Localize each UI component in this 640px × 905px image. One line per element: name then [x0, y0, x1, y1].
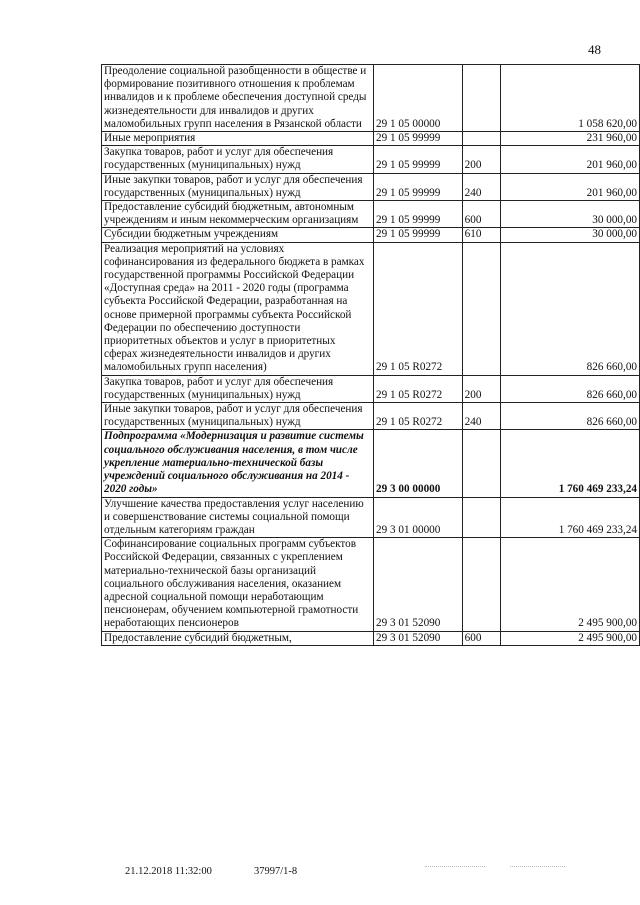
row-type-cell: 200: [462, 146, 501, 173]
row-amount-cell: 201 960,00: [501, 173, 640, 200]
row-code-cell: 29 1 05 99999: [374, 146, 463, 173]
row-name-cell: Закупка товаров, работ и услуг для обеспечения государственных (муниципальных) нужд: [102, 146, 374, 173]
row-type-cell: [462, 132, 501, 146]
row-amount-cell: 1 760 469 233,24: [501, 497, 640, 538]
table-row: [102, 132, 640, 146]
row-amount-cell: 1 760 469 233,24: [501, 430, 640, 497]
footer-timestamp: 21.12.2018 11:32:00: [125, 866, 212, 877]
table-row: [102, 430, 640, 497]
row-code-cell: 29 3 01 52090: [374, 631, 463, 645]
row-code-cell: 29 1 05 99999: [374, 228, 463, 242]
row-code-cell: 29 1 05 R0272: [374, 403, 463, 430]
row-amount-cell: 30 000,00: [501, 201, 640, 228]
row-type-cell: 240: [462, 403, 501, 430]
row-code-cell: 29 3 01 52090: [374, 538, 463, 631]
row-type-cell: 600: [462, 631, 501, 645]
row-amount-cell: 30 000,00: [501, 228, 640, 242]
row-name-cell: Субсидии бюджетным учреждениям: [102, 228, 374, 242]
table-row: [102, 173, 640, 200]
row-code-cell: 29 1 05 R0272: [374, 375, 463, 402]
scan-artifact: [510, 866, 565, 868]
row-code-cell: 29 1 05 00000: [374, 65, 463, 132]
row-type-cell: [462, 430, 501, 497]
row-code-cell: 29 3 00 00000: [374, 430, 463, 497]
budget-table: [101, 64, 640, 646]
row-type-cell: 600: [462, 201, 501, 228]
row-amount-cell: 826 660,00: [501, 375, 640, 402]
row-code-cell: 29 1 05 99999: [374, 173, 463, 200]
table-row: [102, 146, 640, 173]
row-amount-cell: 2 495 900,00: [501, 631, 640, 645]
row-name-cell: Предоставление субсидий бюджетным,: [102, 631, 374, 645]
row-amount-cell: 231 960,00: [501, 132, 640, 146]
table-row: [102, 201, 640, 228]
table-row: [102, 65, 640, 132]
row-amount-cell: 1 058 620,00: [501, 65, 640, 132]
row-code-cell: 29 1 05 R0272: [374, 242, 463, 375]
table-row: [102, 403, 640, 430]
row-code-cell: 29 3 01 00000: [374, 497, 463, 538]
row-name-cell: Реализация мероприятий на условиях софинансирования из федерального бюджета в рамках государственной программы Российской Федерации «Доступная среда» на 2011 - 2020 годы (программа субъекта Российской Федерации, разработанная на основе примерной программы субъекта Российской Федерации по обеспечению доступности приоритетных объектов и услуг в приоритетных сферах жизнедеятельности инвалидов и других маломобильных групп населения): [102, 242, 374, 375]
row-name-cell: Иные мероприятия: [102, 132, 374, 146]
row-type-cell: [462, 497, 501, 538]
row-type-cell: 610: [462, 228, 501, 242]
row-type-cell: [462, 538, 501, 631]
row-type-cell: [462, 242, 501, 375]
table-row: [102, 242, 640, 375]
row-type-cell: 240: [462, 173, 501, 200]
row-amount-cell: 826 660,00: [501, 242, 640, 375]
page-number: 48: [588, 42, 601, 57]
footer-document-number: 37997/1-8: [254, 866, 298, 877]
table-row: [102, 228, 640, 242]
row-name-cell: Софинансирование социальных программ субъектов Российской Федерации, связанных с укреплением материально-технической базы организаций социального обслуживания населения, оказанием адресной социальной помощи неработающим пенсионерам, обучением компьютерной грамотности неработающих пенсионеров: [102, 538, 374, 631]
row-name-cell: Иные закупки товаров, работ и услуг для обеспечения государственных (муниципальных) нужд: [102, 173, 374, 200]
row-type-cell: 200: [462, 375, 501, 402]
row-name-cell: Преодоление социальной разобщенности в обществе и формирование позитивного отношения к проблемам инвалидов и к проблеме обеспечения доступной среды жизнедеятельности для инвалидов и других маломобильных групп населения в Рязанской области: [102, 65, 374, 132]
scan-artifact: [425, 866, 485, 868]
row-type-cell: [462, 65, 501, 132]
budget-table-body: [102, 65, 640, 646]
row-code-cell: 29 1 05 99999: [374, 201, 463, 228]
row-code-cell: 29 1 05 99999: [374, 132, 463, 146]
row-name-cell: Закупка товаров, работ и услуг для обеспечения государственных (муниципальных) нужд: [102, 375, 374, 402]
row-name-cell: Предоставление субсидий бюджетным, автономным учреждениям и иным некоммерческим организациям: [102, 201, 374, 228]
table-row: [102, 538, 640, 631]
row-amount-cell: 2 495 900,00: [501, 538, 640, 631]
row-name-cell: Улучшение качества предоставления услуг населению и совершенствование системы социальной помощи отдельным категориям граждан: [102, 497, 374, 538]
row-amount-cell: 201 960,00: [501, 146, 640, 173]
row-name-cell: Подпрограмма «Модернизация и развитие системы социального обслуживания населения, в том числе укрепление материально-технической базы учреждений социального обслуживания на 2014 - 2020 годы»: [102, 430, 374, 497]
table-row: [102, 375, 640, 402]
row-amount-cell: 826 660,00: [501, 403, 640, 430]
row-name-cell: Иные закупки товаров, работ и услуг для обеспечения государственных (муниципальных) нужд: [102, 403, 374, 430]
table-row: [102, 497, 640, 538]
table-row: [102, 631, 640, 645]
